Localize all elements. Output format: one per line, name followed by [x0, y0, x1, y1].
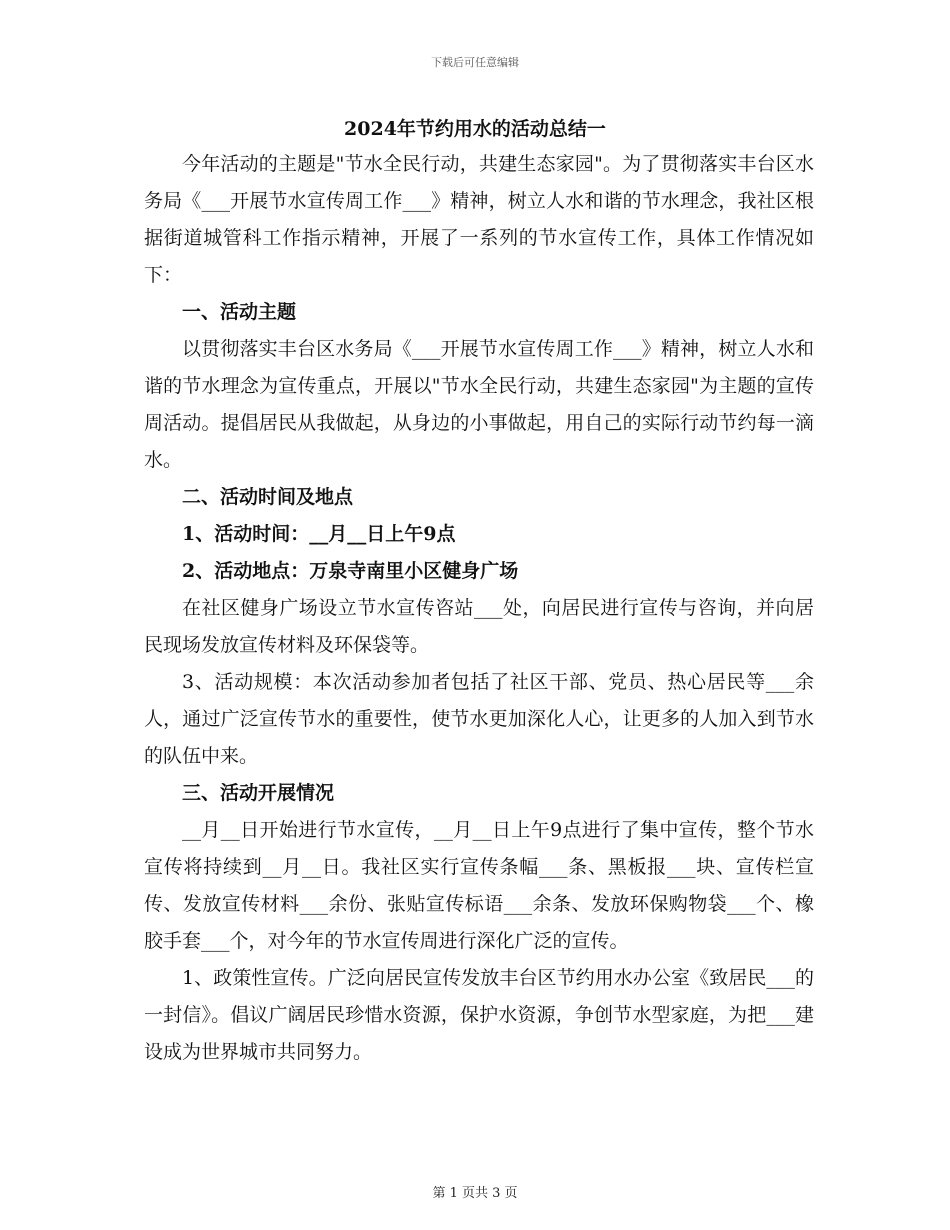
section-heading-theme: 一、活动主题 [182, 301, 297, 323]
section-heading-progress: 三、活动开展情况 [182, 782, 335, 804]
page-number: 第 1 页共 3 页 [432, 1186, 518, 1201]
page-header-note: 下载后可任意编辑 [431, 56, 519, 69]
paragraph-scale: 3、活动规模：本次活动参加者包括了社区干部、党员、热心居民等___余人，通过广泛宣传节水的重要性，使节水更加深化人心，让更多的人加入到节水的队伍中来。 [144, 671, 814, 767]
section-heading-time-place: 二、活动时间及地点 [182, 486, 354, 508]
paragraph-progress: __月__日开始进行节水宣传，__月__日上午9点进行了集中宣传，整个节水宣传将持续到__月__日。我社区实行宣传条幅___条、黑板报___块、宣传栏宣传、发放宣传材料___余份、张贴宣传标语___余条、发放环保购物袋___个、橡胶手套___个，对今年的节水宣传周进行深化广泛的宣传。 [144, 819, 814, 952]
document-title: 2024年节约用水的活动总结一 [344, 118, 606, 140]
paragraph-theme: 以贯彻落实丰台区水务局《___开展节水宣传周工作___》精神，树立人水和谐的节水理念为宣传重点，开展以"节水全民行动，共建生态家园"为主题的宣传周活动。提倡居民从我做起，从身边的小事做起，用自己的实际行动节约每一滴水。 [144, 338, 814, 471]
document-body [144, 146, 814, 1071]
subheading-place: 2、活动地点：万泉寺南里小区健身广场 [182, 560, 519, 582]
paragraph-policy: 1、政策性宣传。广泛向居民宣传发放丰台区节约用水办公室《致居民___的一封信》。倡议广阔居民珍惜水资源，保护水资源，争创节水型家庭，为把___建设成为世界城市共同努力。 [144, 967, 814, 1063]
paragraph-consult-station: 在社区健身广场设立节水宣传咨站___处，向居民进行宣传与咨询，并向居民现场发放宣传材料及环保袋等。 [144, 597, 814, 656]
subheading-time: 1、活动时间：__月__日上午9点 [182, 523, 456, 545]
paragraph-intro: 今年活动的主题是"节水全民行动，共建生态家园"。为了贯彻落实丰台区水务局《___开展节水宣传周工作___》精神，树立人水和谐的节水理念，我社区根据街道城管科工作指示精神，开展了一系列的节水宣传工作，具体工作情况如下： [144, 153, 814, 286]
